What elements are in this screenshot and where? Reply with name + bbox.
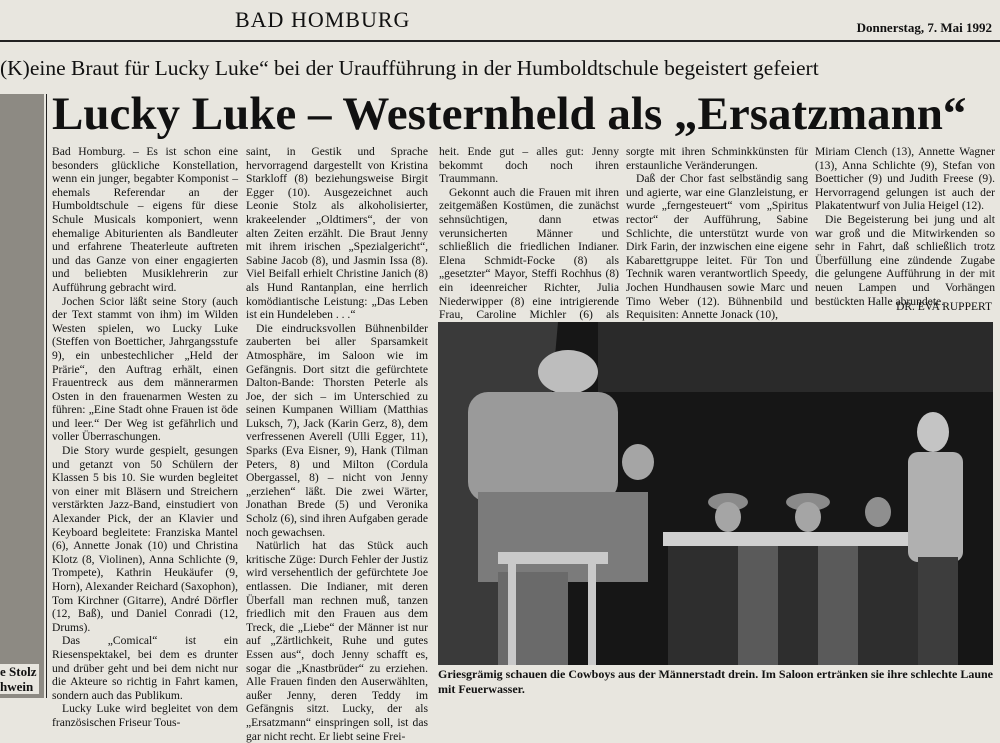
stage-photo-drawing: [438, 322, 993, 665]
paragraph: Bad Homburg. – Es ist schon eine besonders glückliche Konstellation, wenn ein junger, begabter Komponist – ehemals Referendar an der Humboldtschule – eigens für diese Schule Musicals komponiert, wenn ehemalige Abiturienten als Bandleuter und erfahrene Theaterleute auftreten und das Ganze von einer engagierten und beliebten Musiklehrerin zur Aufführung gebracht wird.: [52, 145, 238, 294]
paragraph: Die Begeisterung bei jung und alt war groß und die Mitwirkenden so sehr in Fahrt, daß schließlich trotz Überfüllung eine zündende Zugabe die gelungene Aufführung in der mit neuen Lampen und Vorhängen bestückten Halle abrundete.: [815, 212, 995, 308]
photo-caption: Griesgrämig schauen die Cowboys aus der Männerstadt drein. Im Saloon ertränken sie ihre schlechte Laune mit Feuerwasser.: [438, 667, 994, 696]
paragraph: Die eindrucksvollen Bühnenbilder zauberten bei aller Sparsamkeit Atmosphäre, im Saloon wie im Gefängnis. Dort sitzt die gefürchtete Dalton-Bande: Thorsten Peterle als Joe, der sich – im Unterschied zu seinen Kumpanen William (Matthias Luksch, 7), Jack (Karin Gerz, 8), dem verfressenen Averell (Ulli Egger, 11), Sparks (Eva Eisner, 9), Hank (Tilman Peters, 8) und Milton (Cordula Obergassel, 8) – nicht von Jenny „erziehen“ läßt. Die zwei Wärter, Jonathan Brede (5) und Veronika Scholz (6), sind ihren Aufgaben gerade noch gewachsen.: [246, 321, 428, 539]
article-column-4: [626, 145, 808, 321]
paragraph: Daß der Chor fast selbständig sang und agierte, war eine Glanzleistung, er wurde „ferngesteuert“ vom „Spiritus rector“ der Aufführung, Sabine Schlichte, die unterstützt wurde von Dirk Farin, der inzwischen eine eigene Kabarettgruppe leitet. Für Ton und Technik waren verantwortlich Speedy, Jochen Hundhausen sowie Marc und Timo Weber (12). Bühnenbild und Requisiten: Annette Jonack (10),: [626, 172, 808, 322]
article-column-1: [52, 145, 238, 729]
column-rule: [46, 94, 47, 698]
stage-photo: [438, 322, 993, 665]
author-byline: DR. EVA RUPPERT: [896, 301, 992, 313]
paragraph: sorgte mit ihren Schminkkünsten für erstaunliche Veränderungen.: [626, 145, 808, 172]
article-column-2: [246, 145, 428, 743]
paragraph: Miriam Clench (13), Annette Wagner (13), Anna Schlichte (9), Stefan von Boetticher (9) und Judith Freese (9). Hervorragend gelungen ist auch der Plakatentwurf von Julia Heigel (12).: [815, 145, 995, 213]
kicker-line: (K)eine Braut für Lucky Luke“ bei der Uraufführung in der Humboldtschule begeistert gefeiert: [0, 56, 819, 80]
paragraph: Das „Comical“ ist ein Riesenspektakel, bei dem es drunter und drüber geht und bei dem nicht nur die Akteure so richtig in Fahrt kamen, sondern auch das Publikum.: [52, 634, 238, 702]
paragraph: Gekonnt auch die Frauen mit ihren zeitgemäßen Kostümen, die zunächst sehnsüchtigen, dann etwas verunsicherten Männer und schließlich die friedlichen Indianer. Elena Schmidt-Focke (8) als „gesetzter“ Mayor, Steffi Rochhus (8) ein ideenreicher Richter, Julia Niederwipper (8) eine intrigierende Frau, Caroline Michler (6) als: [439, 185, 619, 322]
issue-date: Donnerstag, 7. Mai 1992: [856, 20, 992, 35]
paragraph: Lucky Luke wird begleitet von dem französischen Friseur Tous-: [52, 702, 238, 729]
paragraph: saint, in Gestik und Sprache hervorragend dargestellt von Kristina Starkloff (8) beziehungsweise Birgit Egger (10). Ausgezeichnet auch Leonie Stolz als alkoholisierter, krakeelender „Oldtimers“, der von alten Zeiten erzählt. Die Braut Jenny mit ihrem irischen „Spezialgericht“, Sabine Jacob (8), und Jasmin Issa (8). Viel Beifall erhielt Christine Janich (8) als Hund Rantanplan, eine herrlich komödiantische Leistung: „Das Leben ist ein Hundeleben . . .“: [246, 145, 428, 322]
article-column-3: [439, 145, 619, 321]
masthead-rule: [0, 40, 1000, 42]
paragraph: Natürlich hat das Stück auch kritische Züge: Durch Fehler der Justiz wird versehentlich der gefürchtete Joe entlassen. Die Indianer, mit deren Überfall man rechnen muß, tanzen friedlich mit den Frauen aus dem Treck, die „Liebe“ der Männer ist nur auf „Zärtlichkeit, Ruhe und gutes Essen aus“, doch Jenny schafft es, sogar die „Knastbrüder“ zu erziehen. Alle Frauen finden den Auserwählten, außer Jenny, deren Teddy im Gefängnis sitzt. Lucky, der als „Ersatzmann“ einspringen soll, ist das gar nicht recht. Er liebt seine Frei-: [246, 539, 428, 743]
article-column-5: [815, 145, 995, 307]
adjacent-caption: e Stolz hwein: [0, 664, 39, 694]
paragraph: Die Story wurde gespielt, gesungen und getanzt von 50 Schülern der Klassen 5 bis 10. Sie wurden begleitet von einer mit Bläsern und Streichern verstärkten Jazz-Band, einstudiert von Alexander Pick, der an Klavier und Keyboard begleitete: Franziska Mantel (6), Annette Jonak (10) und Christina Klotz (8, Violinen), Anna Schlichte (9, Trompete), Kathrin Heukäufer (9, Horn), Alexander Reichard (Saxophon), Tom Kirchner (Gitarre), André Dörfler (12, Baß), und Daniel Conradi (12, Drums).: [52, 444, 238, 634]
adjacent-photo-strip: [0, 94, 44, 698]
headline: Lucky Luke – Westernheld als „Ersatzmann“: [52, 88, 967, 140]
paragraph: heit. Ende gut – alles gut: Jenny bekommt doch noch ihren Traummann.: [439, 145, 619, 186]
paragraph: Jochen Scior läßt seine Story (auch der Text stammt von ihm) im Wilden Westen spielen, wo Lucky Luke (Steffen von Boetticher, Jahrgangsstufe 9), ein unbestechlicher „Held der Prärie“, den Auftrag erhält, einen Frauentreck aus dem männerarmen Osten in den frauenarmen Westen zu führen: „Eine Stadt ohne Frauen ist öde und leer.“ Der Weg ist gefährlich und voller Überraschungen.: [52, 294, 238, 444]
section-title: BAD HOMBURG: [235, 7, 411, 32]
